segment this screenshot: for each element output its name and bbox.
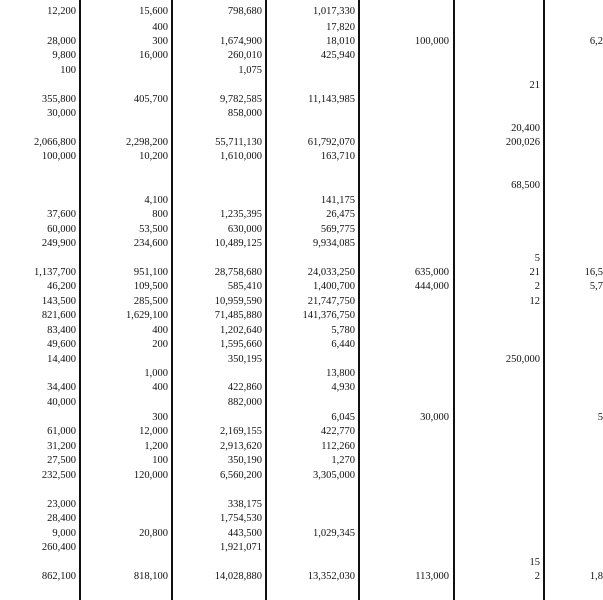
column-rule-1 — [79, 0, 81, 600]
table-cell: 12,000 — [139, 426, 168, 437]
table-cell: 21 — [529, 80, 540, 91]
table-cell: 285,500 — [133, 296, 168, 307]
table-cell: 14,028,880 — [214, 571, 262, 582]
table-cell: 1,629,100 — [126, 310, 168, 321]
table-cell: 1,754,530 — [220, 513, 262, 524]
table-cell: 61,000 — [47, 426, 76, 437]
table-cell: 6,560,200 — [220, 470, 262, 481]
table-cell: 27,500 — [47, 455, 76, 466]
table-cell: 951,100 — [133, 267, 168, 278]
table-cell: 18,010 — [326, 36, 355, 47]
table-cell: 350,190 — [227, 455, 262, 466]
table-cell: 1,595,660 — [220, 339, 262, 350]
table-cell: 585,410 — [227, 281, 262, 292]
table-cell: 9,000 — [52, 528, 76, 539]
table-cell: 71,485,880 — [214, 310, 262, 321]
table-cell: 250,000 — [505, 354, 540, 365]
table-cell: 10,200 — [139, 151, 168, 162]
table-cell: 100 — [60, 65, 76, 76]
table-cell: 28,758,680 — [214, 267, 262, 278]
column-rule-4 — [358, 0, 360, 600]
table-cell: 49,600 — [47, 339, 76, 350]
column-rule-2 — [171, 0, 173, 600]
table-cell: 9,800 — [52, 50, 76, 61]
table-cell: 109,500 — [133, 281, 168, 292]
table-cell: 234,600 — [133, 238, 168, 249]
table-cell: 4,100 — [144, 195, 168, 206]
table-cell: 10,489,125 — [214, 238, 262, 249]
table-cell: 1,235,395 — [220, 209, 262, 220]
table-cell: 249,900 — [41, 238, 76, 249]
table-cell: 2 — [534, 281, 540, 292]
table-cell: 818,100 — [133, 571, 168, 582]
table-cell: 882,000 — [227, 397, 262, 408]
table-cell: 100,000 — [414, 36, 449, 47]
table-cell: 61,792,070 — [307, 137, 355, 148]
table-cell: 31,200 — [47, 441, 76, 452]
table-cell: 112,260 — [321, 441, 355, 452]
table-cell: 24,033,250 — [307, 267, 355, 278]
table-cell: 10,959,590 — [214, 296, 262, 307]
table-cell: 800 — [152, 209, 168, 220]
table-cell: 425,940 — [320, 50, 355, 61]
table-cell: 17,820 — [326, 22, 355, 33]
table-cell: 2,913,620 — [220, 441, 262, 452]
table-cell: 422,770 — [320, 426, 355, 437]
table-cell: 1,017,330 — [313, 6, 355, 17]
table-cell: 858,000 — [227, 108, 262, 119]
table-cell: 300 — [152, 412, 168, 423]
table-cell: 113,000 — [415, 571, 449, 582]
table-cell: 444,000 — [414, 281, 449, 292]
table-cell: 12 — [529, 296, 540, 307]
table-cell: 300 — [152, 36, 168, 47]
table-cell: 16,5 — [584, 267, 603, 278]
table-cell: 5 — [534, 253, 540, 264]
table-cell: 28,400 — [47, 513, 76, 524]
table-cell: 1,200 — [144, 441, 168, 452]
table-cell: 12,200 — [47, 6, 76, 17]
table-cell: 13,352,030 — [307, 571, 355, 582]
table-cell: 60,000 — [47, 224, 76, 235]
table-cell: 20,400 — [511, 123, 540, 134]
table-cell: 2,169,155 — [220, 426, 262, 437]
table-cell: 355,800 — [41, 94, 76, 105]
table-cell: 14,400 — [47, 354, 76, 365]
table-cell: 46,200 — [47, 281, 76, 292]
table-cell: 400 — [152, 382, 168, 393]
table-cell: 13,800 — [326, 368, 355, 379]
table-cell: 120,000 — [133, 470, 168, 481]
table-cell: 100,000 — [41, 151, 76, 162]
table-cell: 200,026 — [505, 137, 540, 148]
table-cell: 15,600 — [139, 6, 168, 17]
table-cell: 141,175 — [320, 195, 355, 206]
table-cell: 9,934,085 — [313, 238, 355, 249]
table-cell: 1,8 — [589, 571, 603, 582]
table-cell: 2 — [534, 571, 540, 582]
table-cell: 163,710 — [320, 151, 355, 162]
table-cell: 1,000 — [144, 368, 168, 379]
table-cell: 11,143,985 — [308, 94, 355, 105]
table-cell: 6,440 — [331, 339, 355, 350]
table-cell: 40,000 — [47, 397, 76, 408]
table-cell: 1,270 — [331, 455, 355, 466]
table-cell: 232,500 — [41, 470, 76, 481]
table-cell: 1,075 — [238, 65, 262, 76]
table-cell: 143,500 — [41, 296, 76, 307]
table-cell: 569,775 — [320, 224, 355, 235]
table-cell: 34,400 — [47, 382, 76, 393]
table-cell: 3,305,000 — [313, 470, 355, 481]
column-rule-3 — [265, 0, 267, 600]
table-cell: 68,500 — [511, 180, 540, 191]
table-cell: 21 — [529, 267, 540, 278]
table-cell: 821,600 — [41, 310, 76, 321]
table-cell: 100 — [152, 455, 168, 466]
table-cell: 5,7 — [589, 281, 603, 292]
table-cell: 1,921,071 — [220, 542, 262, 553]
table-cell: 405,700 — [133, 94, 168, 105]
table-cell: 1,400,700 — [313, 281, 355, 292]
table-cell: 6,2 — [589, 36, 603, 47]
table-cell: 1,029,345 — [313, 528, 355, 539]
table-cell: 862,100 — [41, 571, 76, 582]
table-cell: 21,747,750 — [307, 296, 355, 307]
table-cell: 443,500 — [227, 528, 262, 539]
table-cell: 400 — [152, 325, 168, 336]
table-cell: 422,860 — [227, 382, 262, 393]
table-cell: 6,045 — [331, 412, 355, 423]
table-cell: 30,000 — [47, 108, 76, 119]
table-cell: 30,000 — [420, 412, 449, 423]
table-cell: 4,930 — [331, 382, 355, 393]
table-cell: 15 — [529, 557, 540, 568]
table-cell: 83,400 — [47, 325, 76, 336]
table-cell: 5 — [597, 412, 603, 423]
column-rule-6 — [543, 0, 545, 600]
table-cell: 2,066,800 — [34, 137, 76, 148]
table-cell: 9,782,585 — [220, 94, 262, 105]
table-cell: 338,175 — [227, 499, 262, 510]
table-cell: 5,780 — [331, 325, 355, 336]
table-cell: 2,298,200 — [126, 137, 168, 148]
column-rule-5 — [453, 0, 455, 600]
table-cell: 260,010 — [227, 50, 262, 61]
table-cell: 200 — [152, 339, 168, 350]
table-cell: 141,376,750 — [302, 310, 355, 321]
table-cell: 16,000 — [139, 50, 168, 61]
table-cell: 798,680 — [227, 6, 262, 17]
table-cell: 1,674,900 — [220, 36, 262, 47]
table-cell: 28,000 — [47, 36, 76, 47]
table-cell: 26,475 — [326, 209, 355, 220]
table-cell: 1,202,640 — [220, 325, 262, 336]
table-cell: 1,610,000 — [220, 151, 262, 162]
table-cell: 55,711,130 — [215, 137, 262, 148]
table-cell: 630,000 — [227, 224, 262, 235]
table-cell: 1,137,700 — [34, 267, 76, 278]
table-cell: 37,600 — [47, 209, 76, 220]
table-cell: 350,195 — [227, 354, 262, 365]
table-cell: 20,800 — [139, 528, 168, 539]
table-cell: 635,000 — [414, 267, 449, 278]
table-cell: 400 — [152, 22, 168, 33]
table-cell: 23,000 — [47, 499, 76, 510]
table-cell: 53,500 — [139, 224, 168, 235]
table-cell: 260,400 — [41, 542, 76, 553]
